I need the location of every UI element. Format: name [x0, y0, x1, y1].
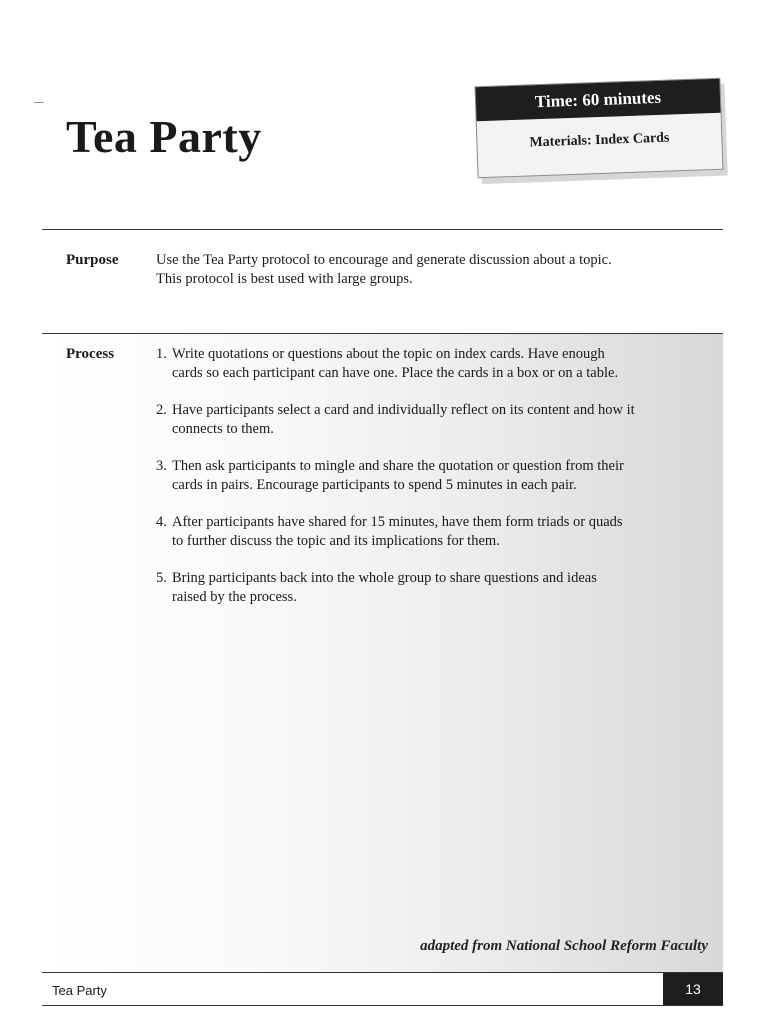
process-step-1	[156, 345, 704, 383]
step-number: 4.	[156, 514, 167, 530]
materials-label: Materials: Index Cards	[529, 130, 670, 151]
step-line: Write quotations or questions about the topic on index cards. Have enough	[172, 346, 605, 362]
time-label: Time: 60 minutes	[476, 79, 721, 121]
step-number: 1.	[156, 346, 167, 362]
step-line: raised by the process.	[172, 589, 297, 605]
footer-title: Tea Party	[52, 983, 107, 998]
step-number: 2.	[156, 402, 167, 418]
stray-mark	[34, 102, 44, 103]
process-step-5	[156, 569, 704, 607]
step-line: connects to them.	[172, 421, 274, 437]
divider-bottom	[42, 1005, 723, 1006]
process-steps	[156, 345, 704, 625]
purpose-line-2: This protocol is best used with large groups.	[156, 271, 413, 287]
attribution-credit: adapted from National School Reform Faculty	[420, 938, 708, 954]
step-line: Bring participants back into the whole group to share questions and ideas	[172, 570, 597, 586]
purpose-line-1: Use the Tea Party protocol to encourage and generate discussion about a topic.	[156, 252, 612, 268]
info-card-body	[474, 78, 723, 179]
step-line: to further discuss the topic and its implications for them.	[172, 533, 500, 549]
page-number: 13	[663, 973, 723, 1005]
process-step-2	[156, 401, 704, 439]
divider-footer	[42, 972, 723, 973]
divider-process	[42, 333, 723, 334]
info-card	[474, 78, 723, 179]
step-line: Have participants select a card and individually reflect on its content and how it	[172, 402, 635, 418]
divider-top	[42, 229, 723, 230]
step-line: Then ask participants to mingle and share the quotation or question from their	[172, 458, 624, 474]
process-label: Process	[66, 346, 115, 362]
step-number: 3.	[156, 458, 167, 474]
step-line: cards in pairs. Encourage participants to spend 5 minutes in each pair.	[172, 477, 577, 493]
purpose-text	[156, 251, 696, 289]
process-step-3	[156, 457, 704, 495]
page-title: Tea Party	[66, 111, 262, 162]
process-step-4	[156, 513, 704, 551]
step-line: cards so each participant can have one. Place the cards in a box or on a table.	[172, 365, 619, 381]
purpose-label: Purpose	[66, 252, 119, 268]
step-line: After participants have shared for 15 minutes, have them form triads or quads	[172, 514, 623, 530]
step-number: 5.	[156, 570, 167, 586]
